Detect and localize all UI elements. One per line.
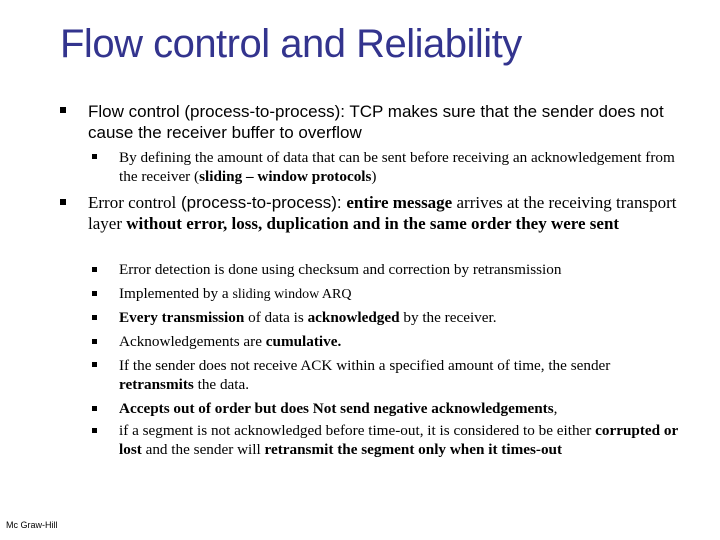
- item-text: ,: [553, 400, 558, 417]
- error-text-b: arrives at the receiving transport layer: [88, 193, 677, 233]
- sub-bullet-error-detection: [119, 260, 679, 279]
- sub-bullet-retransmit: [119, 356, 679, 394]
- sub-bold: sliding – window protocols: [199, 168, 372, 185]
- sub-bullet-sliding-window: [119, 148, 679, 186]
- error-bold-2: entire message: [346, 193, 453, 212]
- sub-bullet-arq: [119, 284, 679, 304]
- sub-bullet-cumulative: [119, 332, 679, 351]
- item-text: Implemented by a: [119, 285, 233, 302]
- error-label: Error control: [88, 193, 177, 212]
- error-text-a: (process-to-process):: [176, 193, 347, 212]
- sub-bullet-marker: [92, 362, 97, 367]
- item-text: Acknowledgements are: [119, 333, 266, 350]
- sub-bullet-marker: [92, 428, 97, 433]
- item-bold: cumulative.: [265, 333, 342, 350]
- sub-bullet-marker: [92, 315, 97, 320]
- item-text: sliding window ARQ: [232, 287, 352, 302]
- sub-text: By defining the amount of data that can be sent before receiving an acknowledgement from the receiver (: [119, 149, 675, 185]
- bullet-marker: [60, 107, 66, 113]
- item-text: if a segment is not acknowledged before time-out, it is considered to be either: [119, 422, 596, 439]
- item-text: of data is: [244, 309, 308, 326]
- item-text: by the receiver.: [399, 309, 497, 326]
- item-bold: Accepts out of order but does Not send negative acknowledgements: [119, 400, 554, 417]
- sub-bullet-marker: [92, 291, 97, 296]
- bullet-flow-control: [88, 101, 688, 143]
- item-text: the data.: [193, 376, 250, 393]
- error-bold-3: without error, loss, duplication and in the same order they were sent: [126, 214, 620, 233]
- item-text: If the sender does not receive ACK within a specified amount of time, the sender: [119, 357, 611, 374]
- bullet-marker: [60, 199, 66, 205]
- sub-bullet-out-of-order: [119, 399, 679, 418]
- flow-text: (process-to-process): TCP makes sure that the sender does not cause the receiver buffer to overflow: [88, 102, 664, 142]
- sub-text-end: ): [371, 168, 377, 185]
- publisher-logo: Mc Graw-Hill: [6, 520, 58, 530]
- item-bold: retransmit the segment only when it times-out: [264, 441, 563, 458]
- sub-bullet-marker: [92, 406, 97, 411]
- sub-bullet-timeout: [119, 421, 679, 459]
- item-bold: retransmits: [119, 376, 194, 393]
- slide-title: Flow control and Reliability: [60, 22, 522, 66]
- item-bold: acknowledged: [307, 309, 400, 326]
- item-text: and the sender will: [141, 441, 265, 458]
- item-bold: Every transmission: [119, 309, 245, 326]
- sub-bullet-marker: [92, 267, 97, 272]
- sub-bullet-acknowledged: [119, 308, 679, 327]
- sub-bullet-marker: [92, 339, 97, 344]
- flow-label: Flow control: [88, 102, 180, 121]
- sub-bullet-marker: [92, 154, 97, 159]
- item-bold: corrupted or lost: [119, 422, 678, 458]
- item-text: Error detection is done using checksum and correction by retransmission: [119, 261, 562, 278]
- bullet-error-control: [88, 192, 688, 234]
